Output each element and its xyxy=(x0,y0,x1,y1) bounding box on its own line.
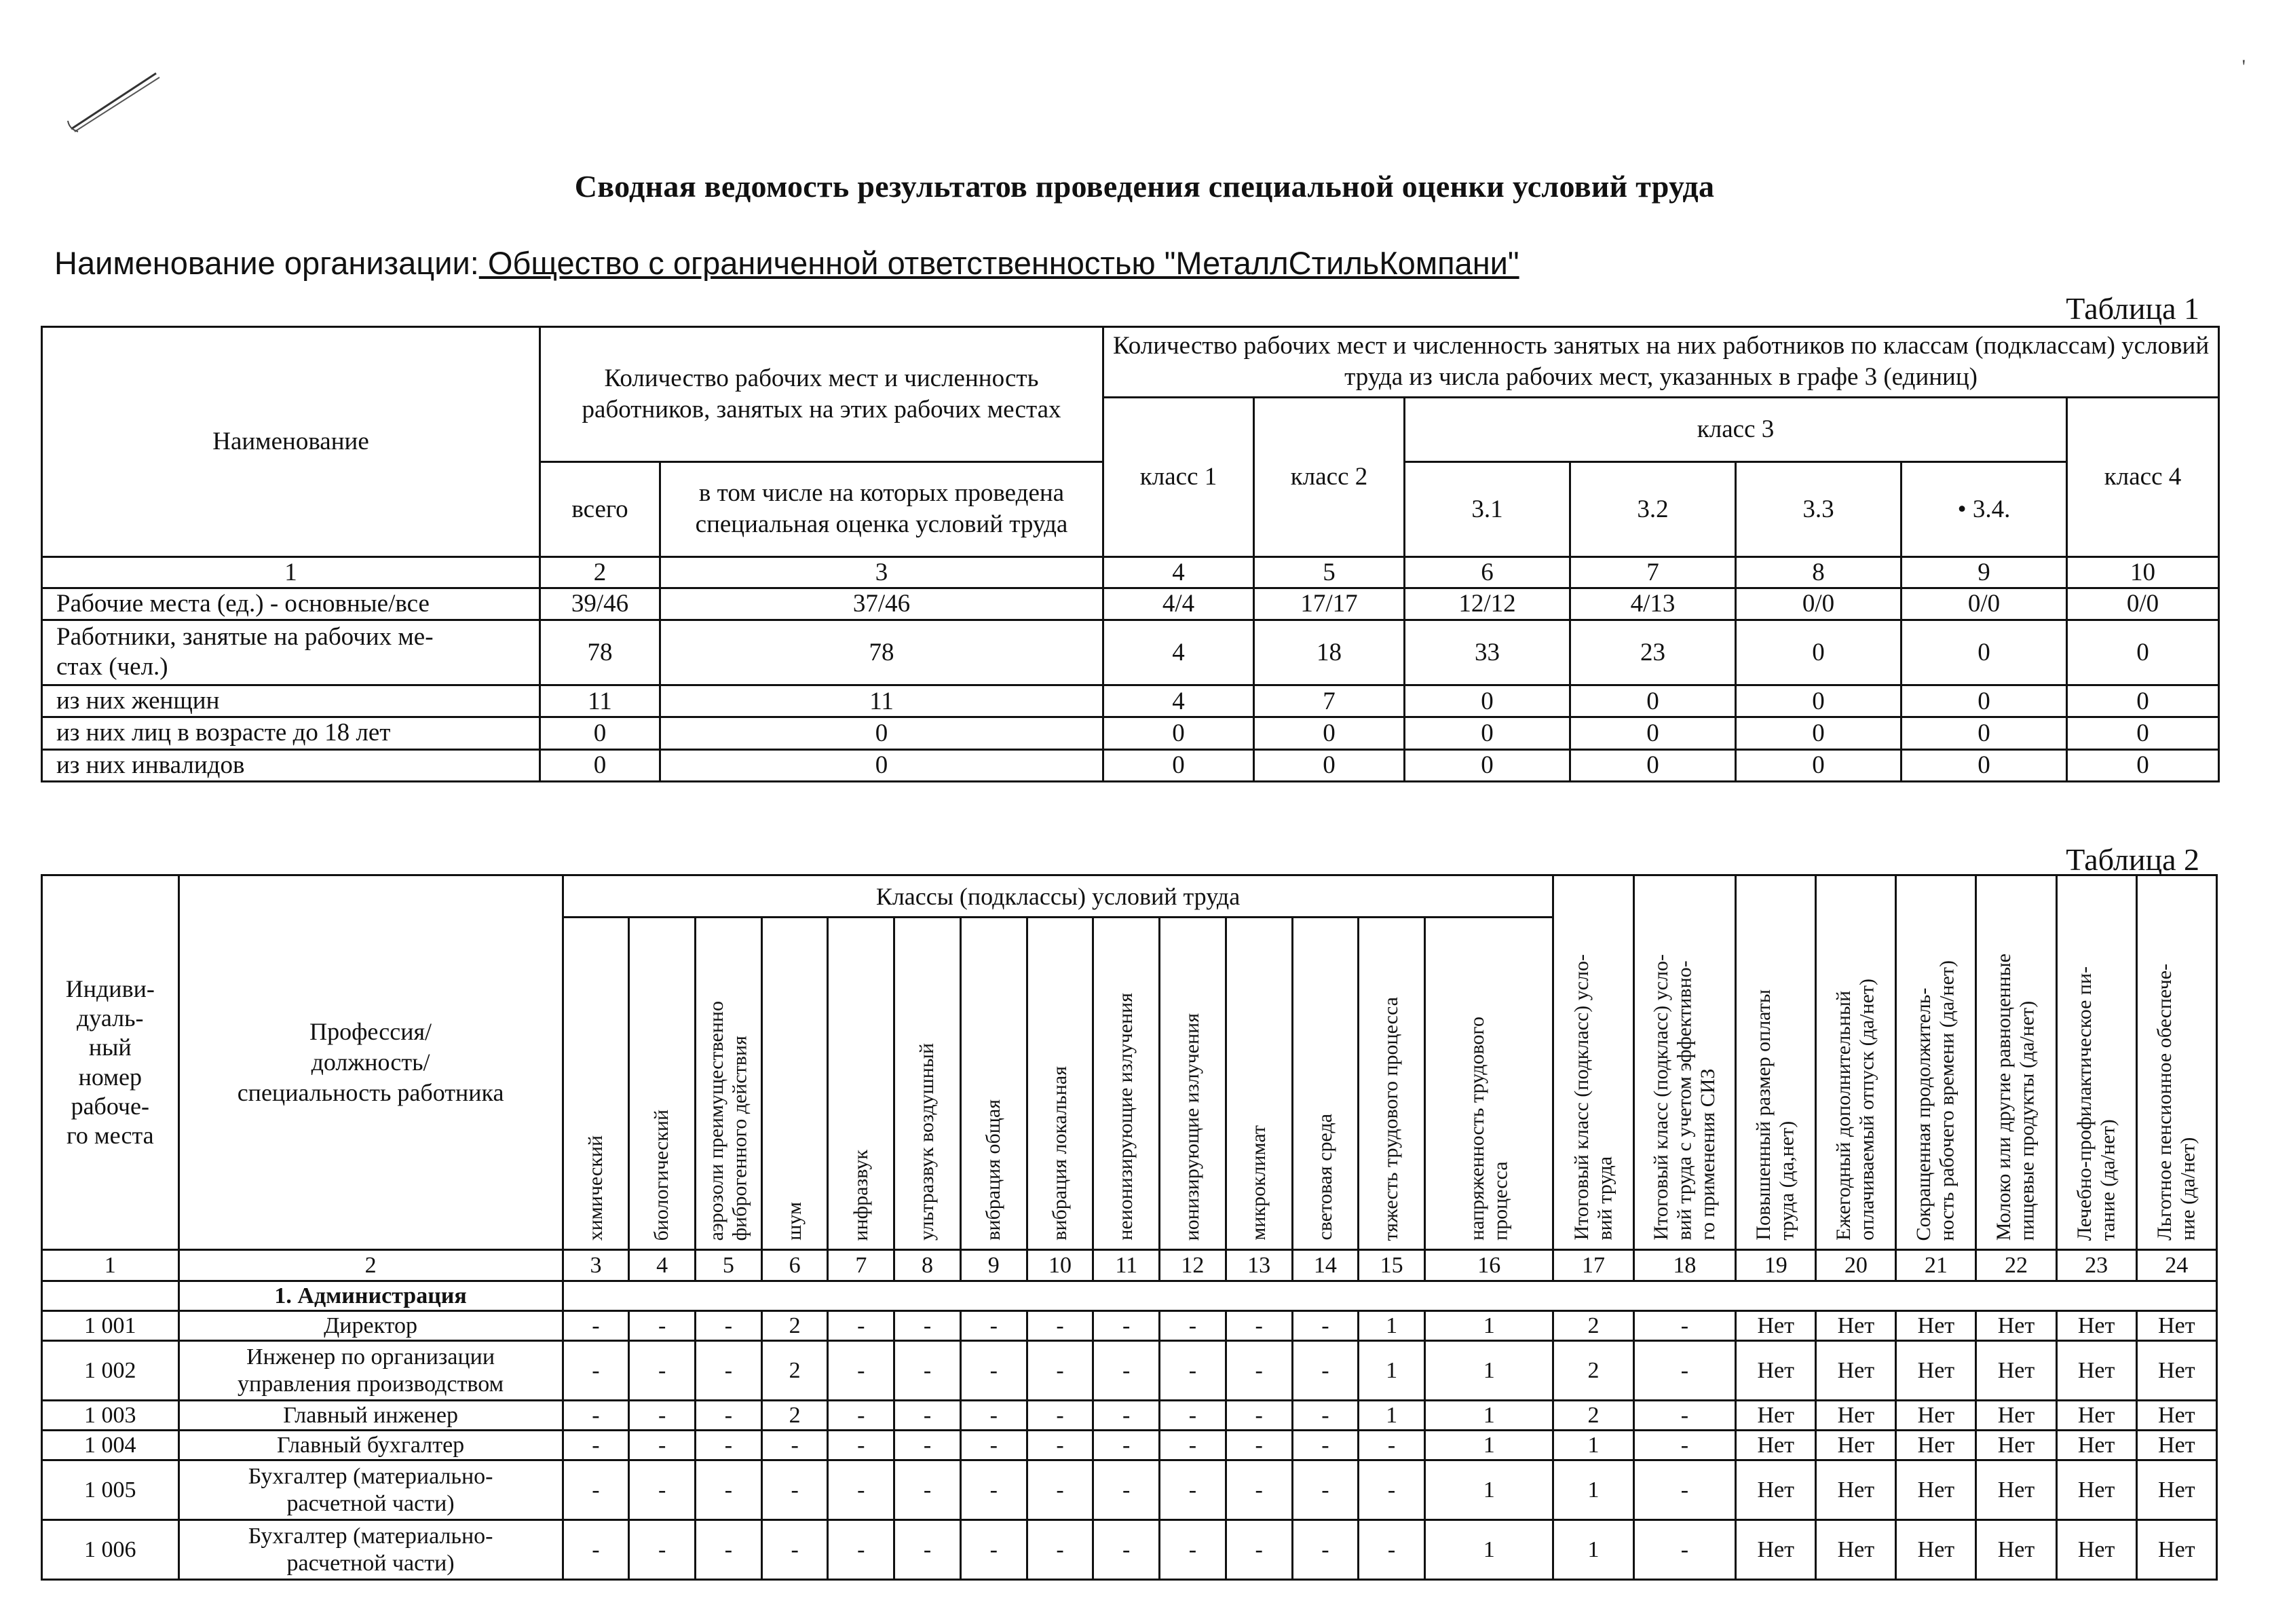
table2-caption: Таблица 2 xyxy=(2066,842,2199,877)
cell-value: 1 xyxy=(1424,1401,1553,1431)
cell-value: Нет xyxy=(1736,1341,1816,1401)
cell-value: - xyxy=(960,1520,1027,1580)
organization-line xyxy=(54,244,1519,282)
workplace-id: 1 006 xyxy=(42,1520,179,1580)
header-outcome-20: Ежегодный дополнительный оплачиваемый отпуск (да/нет) xyxy=(1816,875,1896,1250)
cell-value: - xyxy=(1160,1520,1226,1580)
workplace-id: 1 004 xyxy=(42,1431,179,1460)
table-row xyxy=(42,620,2219,685)
profession-name: Бухгалтер (материально- расчетной части) xyxy=(178,1520,563,1580)
factor-header: тяжесть трудового процесса xyxy=(1359,918,1425,1250)
header-outcome-19: Повышенный размер оплаты труда (да,нет) xyxy=(1736,875,1816,1250)
cell-value: - xyxy=(1027,1401,1093,1431)
cell-value: Нет xyxy=(2136,1311,2216,1341)
profession-name: Директор xyxy=(178,1311,563,1341)
cell-value: - xyxy=(1160,1311,1226,1341)
header-working-conditions: Классы (подклассы) условий труда xyxy=(563,875,1553,918)
cell-value: - xyxy=(1093,1520,1160,1580)
cell-value: - xyxy=(894,1401,961,1431)
cell-value: 1 xyxy=(1424,1520,1553,1580)
cell-value: - xyxy=(1160,1431,1226,1460)
column-number-row xyxy=(42,556,2219,588)
document-title: Сводная ведомость результатов проведения специальной оценки условий труда xyxy=(574,169,1715,204)
cell-value: - xyxy=(1292,1401,1359,1431)
header-profession: Профессия/ должность/ специальность работника xyxy=(178,875,563,1250)
column-number: 4 xyxy=(1103,556,1254,588)
cell-value: 78 xyxy=(540,620,660,685)
cell-value: - xyxy=(1226,1401,1292,1431)
cell-value: 0 xyxy=(660,749,1103,781)
cell-value: - xyxy=(563,1460,629,1520)
cell-value: 12/12 xyxy=(1405,588,1570,620)
cell-value: Нет xyxy=(1816,1341,1896,1401)
cell-value: - xyxy=(1359,1431,1425,1460)
header-class4: класс 4 xyxy=(2067,397,2219,556)
cell-value: 2 xyxy=(1553,1311,1633,1341)
cell-value: 0 xyxy=(1736,620,1902,685)
cell-value: 0 xyxy=(660,717,1103,749)
header-outcome-21: Сокращенная продолжитель- ность рабочего времени (да/нет) xyxy=(1896,875,1976,1250)
column-number: 5 xyxy=(696,1250,762,1281)
cell-value: 0 xyxy=(1736,749,1902,781)
column-number: 9 xyxy=(1902,556,2067,588)
header-class2: класс 2 xyxy=(1254,397,1405,556)
row-label: из них женщин xyxy=(42,685,540,717)
cell-value: Нет xyxy=(1896,1520,1976,1580)
cell-value: Нет xyxy=(1736,1431,1816,1460)
header-class3: класс 3 xyxy=(1405,397,2067,461)
cell-value: 1 xyxy=(1424,1431,1553,1460)
column-number: 19 xyxy=(1736,1250,1816,1281)
column-number: 1 xyxy=(42,1250,179,1281)
column-number: 10 xyxy=(1027,1250,1093,1281)
workplace-id: 1 001 xyxy=(42,1311,179,1341)
column-number: 11 xyxy=(1093,1250,1160,1281)
table-row xyxy=(42,1341,2217,1401)
cell-value: - xyxy=(1292,1311,1359,1341)
column-number: 7 xyxy=(828,1250,894,1281)
factor-header: ионизирующие излучения xyxy=(1160,918,1226,1250)
column-number: 24 xyxy=(2136,1250,2216,1281)
profession-name: Главный бухгалтер xyxy=(178,1431,563,1460)
cell-value: 1 xyxy=(1359,1401,1425,1431)
organization-label: Наименование организации: xyxy=(54,245,479,281)
cell-value: 39/46 xyxy=(540,588,660,620)
cell-value: - xyxy=(1160,1460,1226,1520)
cell-value: - xyxy=(960,1401,1027,1431)
header-assessed: в том числе на которых проведена специальная оценка условий труда xyxy=(660,461,1103,556)
cell-value: - xyxy=(1226,1311,1292,1341)
header-total: всего xyxy=(540,461,660,556)
cell-value: - xyxy=(1093,1431,1160,1460)
column-number-row xyxy=(42,1250,2217,1281)
cell-value: - xyxy=(828,1311,894,1341)
factor-header: неионизирующие излучения xyxy=(1093,918,1160,1250)
cell-value: Нет xyxy=(2136,1460,2216,1520)
header-outcome-22: Молоко или другие равноценные пищевые продукты (да/нет) xyxy=(1976,875,2056,1250)
cell-value: 2 xyxy=(1553,1401,1633,1431)
column-number: 20 xyxy=(1816,1250,1896,1281)
cell-value: 0 xyxy=(1902,717,2067,749)
cell-value: 17/17 xyxy=(1254,588,1405,620)
cell-value: - xyxy=(629,1401,696,1431)
cell-value: Нет xyxy=(1816,1401,1896,1431)
cell-value: - xyxy=(894,1341,961,1401)
column-number: 8 xyxy=(1736,556,1902,588)
factor-header: микроклимат xyxy=(1226,918,1292,1250)
cell-value: Нет xyxy=(1976,1401,2056,1431)
header-workplaces-group: Количество рабочих мест и численность работников, занятых на этих рабочих местах xyxy=(540,327,1103,462)
cell-value: 0 xyxy=(540,717,660,749)
table-row xyxy=(42,1401,2217,1431)
header-class-3-3: 3.3 xyxy=(1736,461,1902,556)
header-outcome-24: Льготное пенсионное обеспече- ние (да/нет) xyxy=(2136,875,2216,1250)
cell-value: - xyxy=(1359,1520,1425,1580)
cell-value: - xyxy=(1226,1460,1292,1520)
header-classes-group: Количество рабочих мест и численность занятых на них работников по классам (подклассам) условий труда из числа рабочих мест, указанных в графе 3 (единиц) xyxy=(1103,327,2219,398)
scan-mark: ' xyxy=(2241,56,2246,78)
profession-name: Бухгалтер (материально- расчетной части) xyxy=(178,1460,563,1520)
cell-value: 2 xyxy=(761,1401,828,1431)
cell-value: 1 xyxy=(1424,1460,1553,1520)
workplace-id: 1 002 xyxy=(42,1341,179,1401)
cell-value: - xyxy=(828,1341,894,1401)
pen-scribble-mark xyxy=(61,61,170,143)
column-number: 12 xyxy=(1160,1250,1226,1281)
cell-value: - xyxy=(629,1431,696,1460)
cell-value: 0 xyxy=(2067,749,2219,781)
factor-header: инфразвук xyxy=(828,918,894,1250)
cell-value: Нет xyxy=(1896,1460,1976,1520)
cell-value: Нет xyxy=(1976,1311,2056,1341)
cell-value: Нет xyxy=(1896,1311,1976,1341)
cell-value: - xyxy=(1093,1341,1160,1401)
cell-value: Нет xyxy=(1736,1520,1816,1580)
column-number: 10 xyxy=(2067,556,2219,588)
header-outcome-23: Лечебно-профилактическое пи- тание (да/нет) xyxy=(2056,875,2136,1250)
cell-value: 11 xyxy=(660,685,1103,717)
cell-value: Нет xyxy=(1816,1311,1896,1341)
factor-header: вибрация общая xyxy=(960,918,1027,1250)
cell-value: - xyxy=(1633,1520,1736,1580)
cell-value: Нет xyxy=(1896,1341,1976,1401)
column-number: 13 xyxy=(1226,1250,1292,1281)
cell-value: - xyxy=(1226,1520,1292,1580)
cell-value: Нет xyxy=(2136,1431,2216,1460)
cell-value: Нет xyxy=(2056,1460,2136,1520)
column-number: 7 xyxy=(1570,556,1736,588)
column-number: 17 xyxy=(1553,1250,1633,1281)
summary-table xyxy=(41,326,2220,782)
cell-value: Нет xyxy=(2056,1311,2136,1341)
cell-value: 2 xyxy=(761,1311,828,1341)
cell-value: 4/4 xyxy=(1103,588,1254,620)
cell-value: - xyxy=(894,1520,961,1580)
cell-value: - xyxy=(1226,1431,1292,1460)
cell-value: Нет xyxy=(2056,1401,2136,1431)
cell-value: - xyxy=(960,1460,1027,1520)
cell-value: - xyxy=(1027,1311,1093,1341)
factor-header: напряженность трудового процесса xyxy=(1424,918,1553,1250)
cell-value: - xyxy=(563,1401,629,1431)
factor-header: биологический xyxy=(629,918,696,1250)
column-number: 6 xyxy=(761,1250,828,1281)
table1-caption: Таблица 1 xyxy=(2066,291,2199,326)
column-number: 9 xyxy=(960,1250,1027,1281)
cell-value: - xyxy=(696,1460,762,1520)
cell-value: 2 xyxy=(1553,1341,1633,1401)
table-row xyxy=(42,588,2219,620)
row-label: из них лиц в возрасте до 18 лет xyxy=(42,717,540,749)
cell-value: - xyxy=(894,1460,961,1520)
header-outcome-17: Итоговый класс (подкласс) усло- вий труда xyxy=(1553,875,1633,1250)
column-number: 4 xyxy=(629,1250,696,1281)
cell-value: 37/46 xyxy=(660,588,1103,620)
column-number: 2 xyxy=(540,556,660,588)
cell-value: - xyxy=(563,1341,629,1401)
cell-value: - xyxy=(696,1341,762,1401)
section-administration: 1. Администрация xyxy=(178,1281,563,1311)
header-outcome-18: Итоговый класс (подкласс) усло- вий труда с учетом эффективно- го применения СИЗ xyxy=(1633,875,1736,1250)
cell-value: - xyxy=(1633,1431,1736,1460)
cell-value: - xyxy=(761,1520,828,1580)
cell-value: 1 xyxy=(1553,1520,1633,1580)
cell-value: - xyxy=(828,1460,894,1520)
column-number: 1 xyxy=(42,556,540,588)
header-class-3-2: 3.2 xyxy=(1570,461,1736,556)
cell-value: 1 xyxy=(1424,1311,1553,1341)
column-number: 2 xyxy=(178,1250,563,1281)
table-row xyxy=(42,717,2219,749)
cell-value: 4 xyxy=(1103,620,1254,685)
cell-value: 0 xyxy=(2067,685,2219,717)
cell-value: 0 xyxy=(1902,685,2067,717)
cell-value: 1 xyxy=(1424,1341,1553,1401)
cell-value: - xyxy=(960,1311,1027,1341)
cell-value: Нет xyxy=(1976,1460,2056,1520)
cell-value: 0 xyxy=(2067,620,2219,685)
column-number: 6 xyxy=(1405,556,1570,588)
cell-value: Нет xyxy=(1816,1520,1896,1580)
column-number: 22 xyxy=(1976,1250,2056,1281)
table-row xyxy=(42,1431,2217,1460)
cell-value: 0 xyxy=(1570,749,1736,781)
cell-value: - xyxy=(1292,1431,1359,1460)
cell-value: - xyxy=(960,1431,1027,1460)
workplace-id: 1 005 xyxy=(42,1460,179,1520)
cell-value: 0 xyxy=(1103,749,1254,781)
header-class-3-4: • 3.4. xyxy=(1902,461,2067,556)
cell-value: - xyxy=(1093,1311,1160,1341)
organization-name: Общество с ограниченной ответственностью "МеталлСтильКомпани" xyxy=(478,245,1519,281)
column-number: 14 xyxy=(1292,1250,1359,1281)
column-number: 3 xyxy=(660,556,1103,588)
cell-value: - xyxy=(1093,1460,1160,1520)
table-row xyxy=(42,1460,2217,1520)
cell-value: - xyxy=(1027,1520,1093,1580)
cell-value: - xyxy=(696,1311,762,1341)
column-number: 23 xyxy=(2056,1250,2136,1281)
header-class-3-1: 3.1 xyxy=(1405,461,1570,556)
cell-value: - xyxy=(894,1311,961,1341)
cell-value: - xyxy=(696,1520,762,1580)
cell-value: - xyxy=(1292,1520,1359,1580)
cell-value: Нет xyxy=(1896,1431,1976,1460)
cell-value: 0/0 xyxy=(1736,588,1902,620)
table-row xyxy=(42,749,2219,781)
cell-value: - xyxy=(1292,1460,1359,1520)
cell-value: - xyxy=(1633,1311,1736,1341)
cell-value: 0 xyxy=(1736,685,1902,717)
table-row xyxy=(42,685,2219,717)
workplace-id: 1 003 xyxy=(42,1401,179,1431)
cell-value: 0 xyxy=(540,749,660,781)
section-row xyxy=(42,1281,2217,1311)
cell-value: Нет xyxy=(1976,1341,2056,1401)
cell-value: - xyxy=(960,1341,1027,1401)
cell-value: 0 xyxy=(1254,749,1405,781)
cell-value: 1 xyxy=(1359,1311,1425,1341)
cell-value: Нет xyxy=(2056,1341,2136,1401)
cell-value: - xyxy=(1027,1431,1093,1460)
factor-header: ультразвук воздушный xyxy=(894,918,961,1250)
cell-value: 0/0 xyxy=(2067,588,2219,620)
factor-header: химический xyxy=(563,918,629,1250)
cell-value: - xyxy=(828,1431,894,1460)
cell-value: - xyxy=(1160,1341,1226,1401)
cell-value: - xyxy=(894,1431,961,1460)
cell-value: Нет xyxy=(2056,1431,2136,1460)
header-workplace-id: Индиви- дуаль- ный номер рабоче- го места xyxy=(42,875,179,1250)
cell-value: - xyxy=(828,1401,894,1431)
cell-value: 4/13 xyxy=(1570,588,1736,620)
cell-value: 1 xyxy=(1553,1460,1633,1520)
factor-header: вибрация локальная xyxy=(1027,918,1093,1250)
cell-value: 0 xyxy=(1405,717,1570,749)
row-label: Работники, занятые на рабочих ме- стах (чел.) xyxy=(42,620,540,685)
cell-value: Нет xyxy=(1976,1431,2056,1460)
table-row xyxy=(42,1311,2217,1341)
column-number: 5 xyxy=(1254,556,1405,588)
cell-value: Нет xyxy=(1976,1520,2056,1580)
cell-value: - xyxy=(1292,1341,1359,1401)
profession-name: Инженер по организации управления производством xyxy=(178,1341,563,1401)
cell-value: 1 xyxy=(1359,1341,1425,1401)
cell-value: Нет xyxy=(2056,1520,2136,1580)
cell-value: 0 xyxy=(1570,685,1736,717)
factor-header: аэрозоли преимущественно фиброгенного действия xyxy=(696,918,762,1250)
cell-value: 23 xyxy=(1570,620,1736,685)
cell-value: - xyxy=(1093,1401,1160,1431)
factor-header: световая среда xyxy=(1292,918,1359,1250)
cell-value: - xyxy=(629,1311,696,1341)
cell-value: 0 xyxy=(1570,717,1736,749)
cell-value: - xyxy=(1027,1460,1093,1520)
column-number: 16 xyxy=(1424,1250,1553,1281)
cell-value: Нет xyxy=(2136,1520,2216,1580)
column-number: 21 xyxy=(1896,1250,1976,1281)
row-label: из них инвалидов xyxy=(42,749,540,781)
cell-value: - xyxy=(629,1460,696,1520)
cell-value: 0 xyxy=(1902,620,2067,685)
header-name: Наименование xyxy=(42,327,540,557)
cell-value: - xyxy=(1027,1341,1093,1401)
cell-value: Нет xyxy=(1896,1401,1976,1431)
column-number: 15 xyxy=(1359,1250,1425,1281)
cell-value: - xyxy=(1160,1401,1226,1431)
cell-value: - xyxy=(1226,1341,1292,1401)
cell-value: 0 xyxy=(1103,717,1254,749)
cell-value: - xyxy=(1633,1401,1736,1431)
column-number: 3 xyxy=(563,1250,629,1281)
row-label: Рабочие места (ед.) - основные/все xyxy=(42,588,540,620)
cell-value: - xyxy=(1633,1460,1736,1520)
cell-value: - xyxy=(563,1431,629,1460)
cell-value: 18 xyxy=(1254,620,1405,685)
cell-value: 78 xyxy=(660,620,1103,685)
cell-value: Нет xyxy=(1816,1431,1896,1460)
cell-value: - xyxy=(696,1431,762,1460)
cell-value: 0 xyxy=(1405,685,1570,717)
cell-value: Нет xyxy=(1736,1311,1816,1341)
column-number: 18 xyxy=(1633,1250,1736,1281)
cell-value: - xyxy=(828,1520,894,1580)
cell-value: - xyxy=(563,1520,629,1580)
cell-value: 33 xyxy=(1405,620,1570,685)
cell-value: - xyxy=(696,1401,762,1431)
cell-value: 4 xyxy=(1103,685,1254,717)
factor-header: шум xyxy=(761,918,828,1250)
cell-value: Нет xyxy=(2136,1401,2216,1431)
cell-value: 2 xyxy=(761,1341,828,1401)
cell-value: - xyxy=(761,1460,828,1520)
cell-value: 0 xyxy=(1736,717,1902,749)
header-class1: класс 1 xyxy=(1103,397,1254,556)
cell-value: 7 xyxy=(1254,685,1405,717)
cell-value: - xyxy=(563,1311,629,1341)
cell-value: - xyxy=(761,1431,828,1460)
cell-value: - xyxy=(1359,1460,1425,1520)
cell-value: - xyxy=(629,1520,696,1580)
workplace-table xyxy=(41,874,2218,1581)
cell-value: 1 xyxy=(1553,1431,1633,1460)
cell-value: 0 xyxy=(1405,749,1570,781)
cell-value: 0 xyxy=(1902,749,2067,781)
table-row xyxy=(42,1520,2217,1580)
column-number: 8 xyxy=(894,1250,961,1281)
cell-value: 11 xyxy=(540,685,660,717)
cell-value: - xyxy=(629,1341,696,1401)
cell-value: Нет xyxy=(2136,1341,2216,1401)
cell-value: 0 xyxy=(1254,717,1405,749)
profession-name: Главный инженер xyxy=(178,1401,563,1431)
cell-value: Нет xyxy=(1736,1401,1816,1431)
cell-value: Нет xyxy=(1736,1460,1816,1520)
cell-value: Нет xyxy=(1816,1460,1896,1520)
cell-value: 0 xyxy=(2067,717,2219,749)
cell-value: - xyxy=(1633,1341,1736,1401)
cell-value: 0/0 xyxy=(1902,588,2067,620)
